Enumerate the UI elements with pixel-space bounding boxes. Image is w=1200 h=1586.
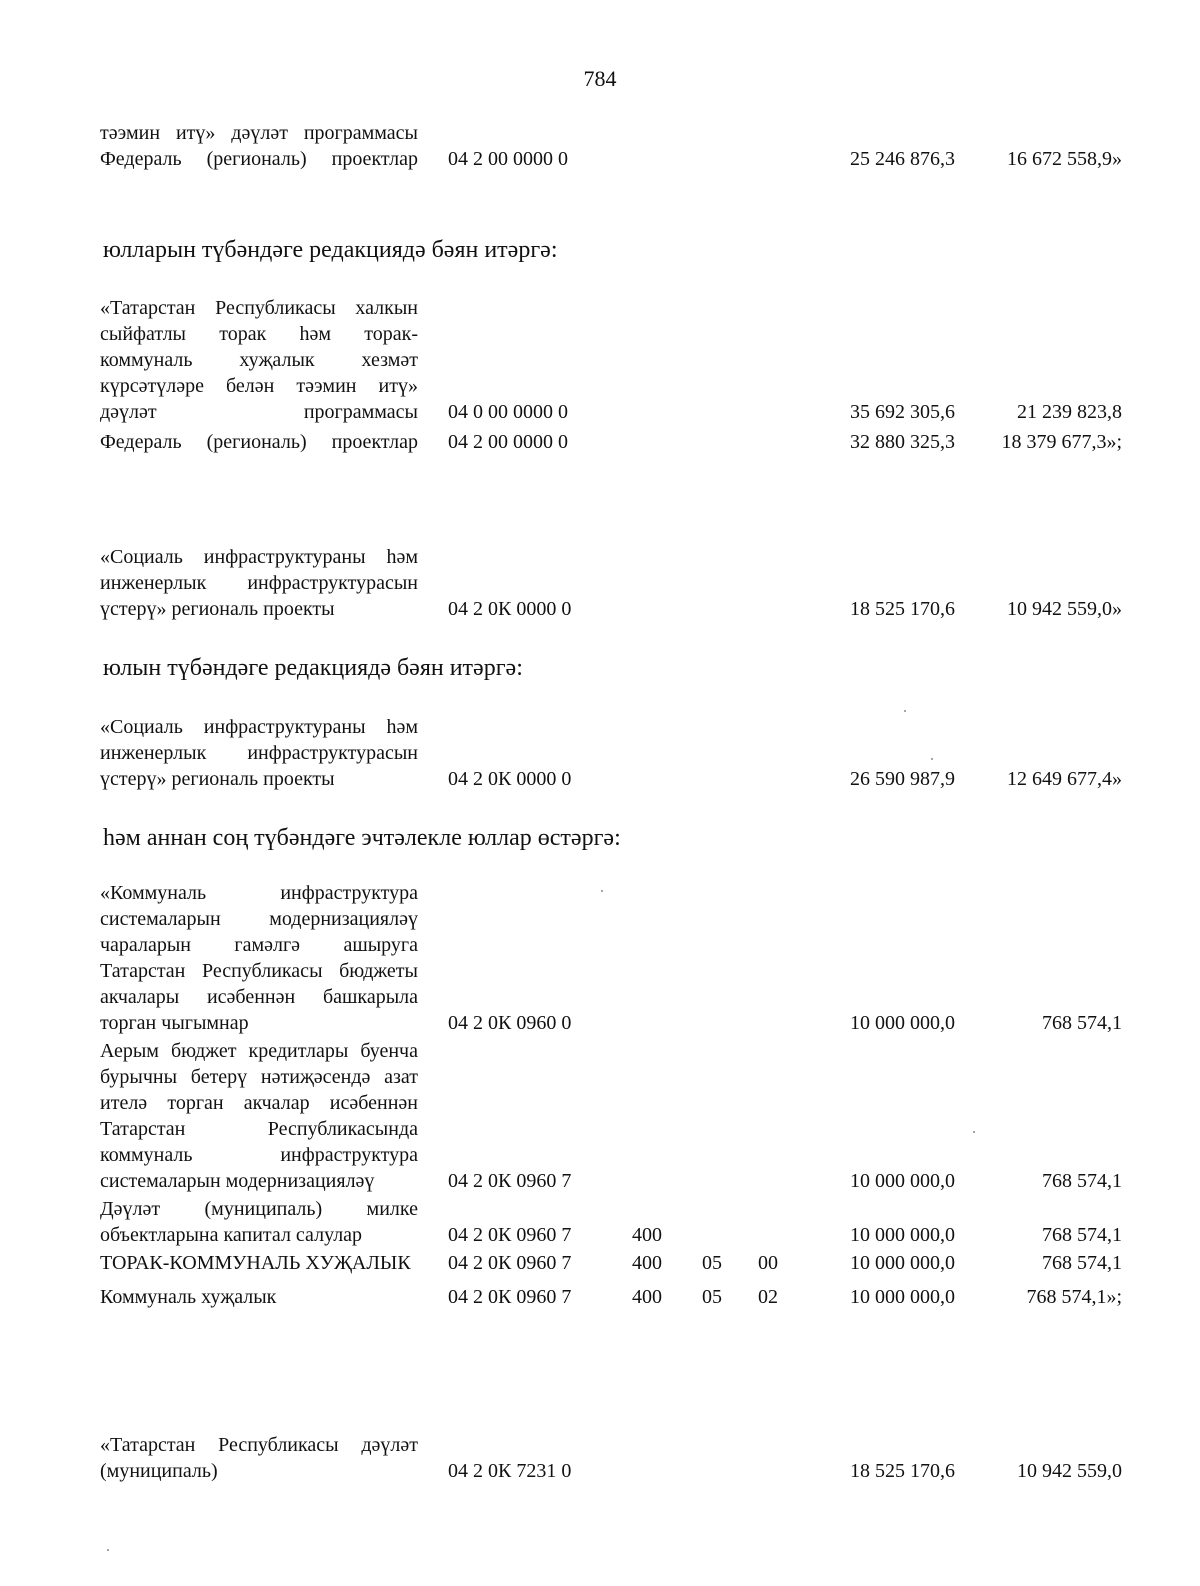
amount-2025: 16 672 558,9» — [1007, 148, 1122, 170]
amount-2025: 12 649 677,4» — [1007, 768, 1122, 790]
target-code: 04 2 0К 0000 0 — [448, 768, 572, 790]
target-code: 04 0 00 0000 0 — [448, 401, 568, 423]
page-number: 784 — [583, 66, 617, 91]
subsection-code: 00 — [758, 1252, 778, 1274]
table-block — [100, 1432, 1140, 1484]
expense-type-code: 400 — [632, 1252, 662, 1274]
target-code: 04 2 0К 0000 0 — [448, 598, 572, 620]
table-block — [100, 295, 1140, 455]
target-code: 04 2 0К 0960 7 — [448, 1286, 572, 1308]
section-code: 05 — [702, 1286, 722, 1308]
row-name: тәэмин итү» дәүләт программасы — [100, 122, 418, 144]
target-code: 04 2 0К 7231 0 — [448, 1460, 572, 1482]
section-code: 05 — [702, 1252, 722, 1274]
table-row — [100, 544, 1140, 622]
table-block — [100, 544, 1140, 622]
row-name: Федераль (региональ) проектлар — [100, 148, 418, 170]
amount-2024: 25 246 876,3 — [850, 148, 955, 170]
row-name: «Татарстан Республикасы халкын сыйфатлы торак һәм торак-коммуналь хуҗалык хезмәт күрсәтүләре белән тәэмин итү» дәүләт программасы — [100, 297, 418, 423]
scan-speck — [973, 1131, 975, 1133]
amount-2025: 21 239 823,8 — [1017, 401, 1122, 423]
amount-2025: 768 574,1 — [1042, 1252, 1122, 1274]
row-name: Дәүләт (муниципаль) милке объектларына капитал салулар — [100, 1198, 418, 1246]
row-name: Коммуналь хуҗалык — [100, 1286, 277, 1308]
target-code: 04 2 00 0000 0 — [448, 431, 568, 453]
instruction-text: һәм аннан соң түбәндәге эчтәлекле юллар өстәргә: — [103, 825, 621, 851]
amount-2025: 768 574,1 — [1042, 1224, 1122, 1246]
row-name: «Социаль инфраструктураны һәм инженерлык инфраструктурасын үстерү» региональ проекты — [100, 716, 418, 790]
table-row — [100, 146, 1140, 172]
amount-2024: 35 692 305,6 — [850, 401, 955, 423]
amount-2024: 10 000 000,0 — [850, 1170, 955, 1192]
row-name: «Татарстан Республикасы дәүләт (муниципаль) — [100, 1434, 418, 1482]
table-row — [100, 429, 1140, 455]
amount-2024: 10 000 000,0 — [850, 1224, 955, 1246]
expense-type-code: 400 — [632, 1224, 662, 1246]
amount-2024: 10 000 000,0 — [850, 1012, 955, 1034]
target-code: 04 2 0К 0960 7 — [448, 1170, 572, 1192]
row-name: Аерым бюджет кредитлары буенча бурычны бетерү нәтиҗәсендә азат ителә торган акчалар исәбеннән Татарстан Республикасында коммуналь инфраструктура системаларын модернизацияләү — [100, 1040, 418, 1192]
amount-2025: 768 574,1»; — [1026, 1286, 1122, 1308]
table-row — [100, 1038, 1140, 1194]
target-code: 04 2 00 0000 0 — [448, 148, 568, 170]
scan-speck — [931, 758, 933, 760]
instruction-text: юлын түбәндәге редакциядә бәян итәргә: — [103, 655, 523, 681]
amount-2025: 768 574,1 — [1042, 1012, 1122, 1034]
table-row — [100, 295, 1140, 425]
row-name: Федераль (региональ) проектлар — [100, 431, 418, 453]
amount-2024: 18 525 170,6 — [850, 598, 955, 620]
target-code: 04 2 0К 0960 7 — [448, 1252, 572, 1274]
amount-2025: 768 574,1 — [1042, 1170, 1122, 1192]
amount-2024: 26 590 987,9 — [850, 768, 955, 790]
table-row — [100, 880, 1140, 1036]
expense-type-code: 400 — [632, 1286, 662, 1308]
amount-2025: 18 379 677,3»; — [1001, 431, 1122, 453]
table-row — [100, 1432, 1140, 1484]
table-row — [100, 1284, 1140, 1310]
amount-2025: 10 942 559,0 — [1017, 1460, 1122, 1482]
target-code: 04 2 0К 0960 7 — [448, 1224, 572, 1246]
target-code: 04 2 0К 0960 0 — [448, 1012, 572, 1034]
table-block — [100, 880, 1140, 1310]
amount-2025: 10 942 559,0» — [1007, 598, 1122, 620]
row-name: ТОРАК-КОММУНАЛЬ ХУҖАЛЫК — [100, 1252, 411, 1274]
amount-2024: 10 000 000,0 — [850, 1252, 955, 1274]
amount-2024: 32 880 325,3 — [850, 431, 955, 453]
table-row — [100, 1196, 1140, 1248]
scan-speck — [601, 890, 603, 892]
scan-speck — [904, 710, 906, 712]
amount-2024: 18 525 170,6 — [850, 1460, 955, 1482]
table-block — [100, 714, 1140, 792]
instruction-text: юлларын түбәндәге редакциядә бәян итәргә: — [103, 237, 558, 263]
row-name: «Социаль инфраструктураны һәм инженерлык инфраструктурасын үстерү» региональ проекты — [100, 546, 418, 620]
amount-2024: 10 000 000,0 — [850, 1286, 955, 1308]
table-row — [100, 714, 1140, 792]
table-block — [100, 120, 1140, 172]
scan-speck — [107, 1549, 109, 1551]
table-row — [100, 1250, 1140, 1276]
subsection-code: 02 — [758, 1286, 778, 1308]
table-row — [100, 120, 1140, 146]
row-name: «Коммуналь инфраструктура системаларын модернизацияләү чараларын гамәлгә ашыруга Татарстан Республикасы бюджеты акчалары исәбеннән башкарыла торган чыгымнар — [100, 882, 418, 1034]
